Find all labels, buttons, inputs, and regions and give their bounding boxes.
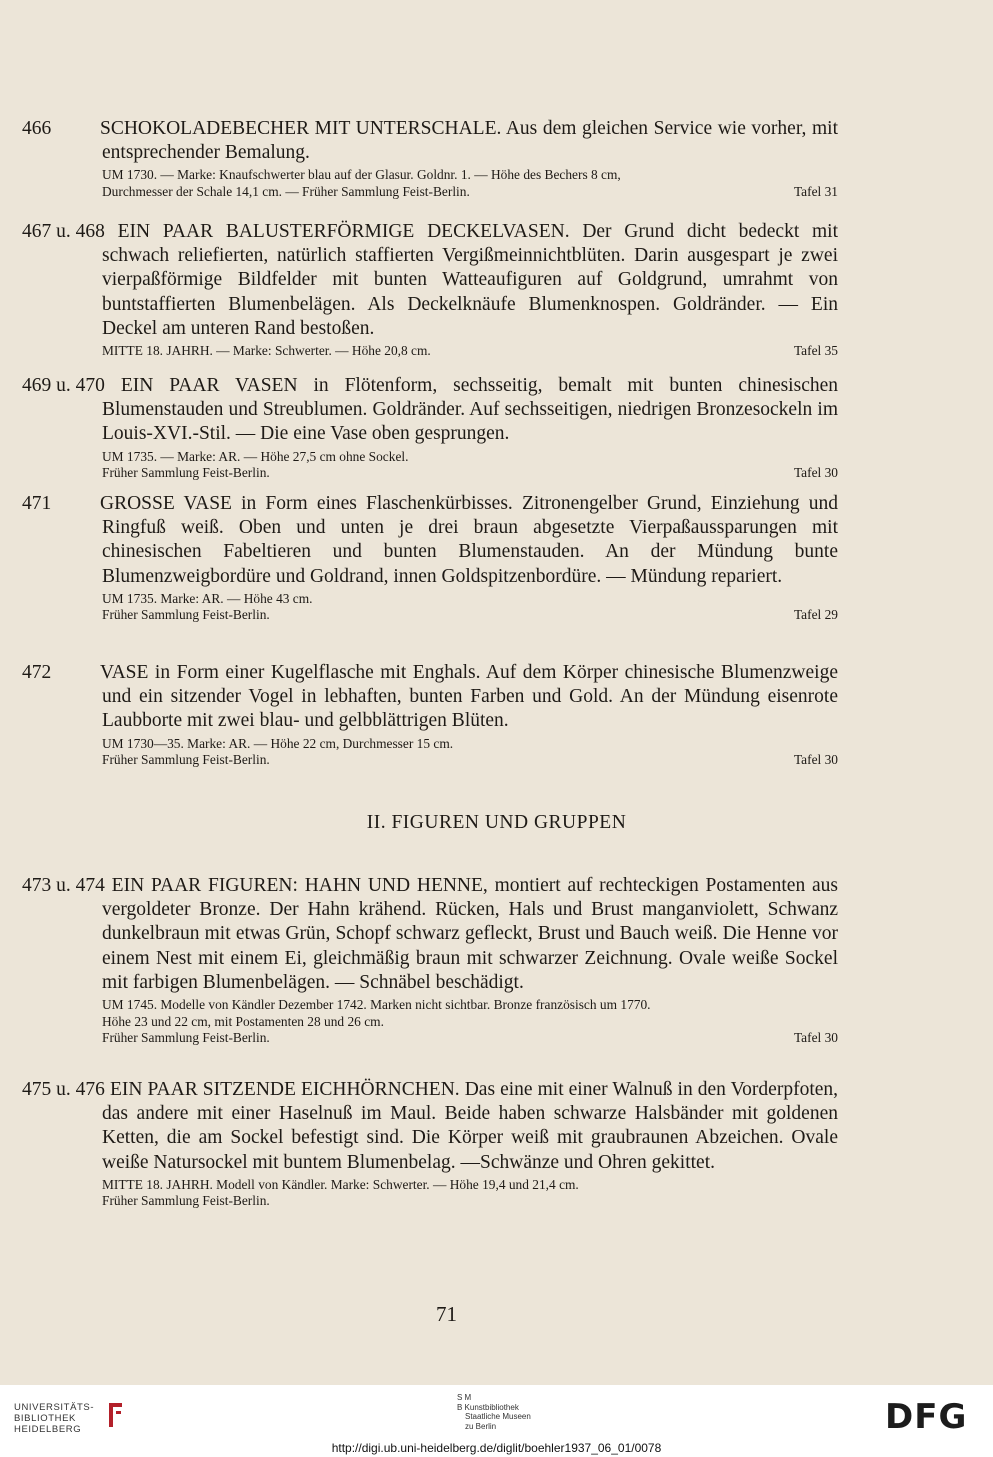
entry-number: 472: [22, 662, 52, 683]
catalog-entry-475-476: [22, 1078, 839, 1210]
catalog-entry-472: [22, 661, 838, 769]
plate-ref: Tafel 30: [793, 752, 838, 768]
plate-ref: Tafel 30: [793, 1030, 838, 1046]
entry-description: SCHOKOLADEBECHER MIT UNTERSCHALE. Aus dem gleichen Service wie vorher, mit entsprechender Bemalung.: [100, 118, 838, 164]
plate-ref: Tafel 29: [793, 607, 838, 623]
entry-number: 473 u. 474: [22, 875, 105, 896]
meta-line: UM 1735. — Marke: AR. — Höhe 27,5 cm ohne Sockel.: [102, 448, 409, 464]
meta-line: Früher Sammlung Feist-Berlin.: [102, 752, 270, 768]
entry-meta: [62, 997, 838, 1047]
entry-description: EIN PAAR FIGUREN: HAHN UND HENNE, montiert auf rechteckigen Postamenten aus vergoldeter Bronze. Der Hahn krähend. Rücken, Hals und Brust manganviolett, Schwanz dunkelbraun mit etwas Grün, Schopf schwarz gefleckt, Brust und Bauch weiß. Die Henne vor einem Nest mit einem Ei, gleichmäßig braun mit schwarzer Zeichnung. Ovale weiße Sockel mit farbigen Blumenbelägen. — Schnäbel beschädigt.: [102, 875, 838, 993]
plate-ref: Tafel 35: [793, 343, 838, 359]
meta-line: Früher Sammlung Feist-Berlin.: [102, 1193, 270, 1209]
entry-number: 475 u. 476: [22, 1079, 105, 1100]
entry-description: VASE in Form einer Kugelflasche mit Enghals. Auf dem Körper chinesische Blumenzweige und ein sitzender Vogel in lebhaften, bunten Farben und Gold. An der Mündung eisenrote Laubborte mit zwei blau- und gelbblättrigen Blüten.: [100, 662, 838, 732]
meta-line: UM 1730. — Marke: Knaufschwerter blau auf der Glasur. Goldnr. 1. — Höhe des Bechers 8 cm,: [102, 167, 621, 183]
meta-line: Früher Sammlung Feist-Berlin.: [102, 607, 270, 623]
entry-description: EIN PAAR VASEN in Flötenform, sechsseitig, bemalt mit bunten chinesischen Blumenstauden und Streublumen. Goldränder. Auf sechsseitigen, niedrigen Bronzesockeln im Louis-XVI.-Stil. — Die eine Vase oben gesprungen.: [102, 375, 839, 445]
meta-line: MITTE 18. JAHRH. Modell von Kändler. Marke: Schwerter. — Höhe 19,4 und 21,4 cm.: [102, 1176, 579, 1192]
catalog-entry-467-468: [22, 220, 838, 360]
meta-line: Früher Sammlung Feist-Berlin.: [102, 1030, 270, 1046]
entry-meta: [62, 449, 838, 482]
entry-meta: [62, 1177, 838, 1210]
plate-ref: Tafel 31: [793, 184, 838, 199]
meta-line: UM 1730—35. Marke: AR. — Höhe 22 cm, Durchmesser 15 cm.: [102, 735, 454, 751]
entry-description: EIN PAAR SITZENDE EICHHÖRNCHEN. Das eine mit einer Walnuß in den Vorderpfoten, das andere mit einer Haselnuß im Maul. Beide haben schwarze Halsbänder mit goldenen Ketten, die am Sockel befestigt sind. Die Körper weiß mit graubraunen Abzeichen. Ovale weiße Natursockel mit buntem Blumenbelag. —Schwänze und Ohren gekittet.: [102, 1079, 839, 1173]
dfg-logo[interactable]: DFG: [885, 1397, 968, 1437]
entry-description: EIN PAAR BALUSTERFÖRMIGE DECKELVASEN. Der Grund dicht bedeckt mit schwach reliefierten, natürlich staffierten Vergißmeinnichtblüten. Darin ausgespart je zwei vierpaßförmige Bildfelder mit bunten Watteaufiguren auf Goldgrund, umrahmt von buntstaffierten Blumenbelägen. Als Deckelknäufe Blumenknospen. Goldränder. — Ein Deckel am unteren Rand bestoßen.: [102, 221, 838, 339]
entry-number: 466: [22, 118, 52, 139]
permalink-url[interactable]: http://digi.ub.uni-heidelberg.de/diglit/boehler1937_06_01/0078: [331, 1441, 662, 1455]
entry-number: 467 u. 468: [22, 221, 105, 242]
entry-number: 469 u. 470: [22, 375, 105, 396]
plate-ref: Tafel 30: [793, 465, 838, 481]
catalog-entry-471: [22, 492, 838, 624]
kunstbibliothek-logo[interactable]: S M B Kunstbibliothek Staatliche Museen zu Berlin: [457, 1393, 531, 1431]
section-title: II. FIGUREN UND GRUPPEN: [366, 812, 627, 833]
entry-meta: [62, 343, 838, 360]
catalog-entry-473-474: [22, 874, 838, 1047]
catalog-entry-466: [22, 117, 838, 201]
page-number: 71: [436, 1302, 457, 1326]
meta-line: UM 1745. Modelle von Kändler Dezember 1742. Marken nicht sichtbar. Bronze französisch um 1770.: [102, 997, 651, 1013]
entry-meta: [62, 736, 838, 769]
entry-meta: [62, 591, 838, 624]
entry-meta: [62, 167, 838, 200]
meta-line: UM 1735. Marke: AR. — Höhe 43 cm.: [102, 590, 313, 606]
digitization-footer: [0, 1385, 993, 1457]
meta-line: Früher Sammlung Feist-Berlin.: [102, 465, 270, 481]
entry-number: 471: [22, 493, 52, 514]
catalog-entry-469-470: [22, 374, 839, 482]
university-logo-icon: [104, 1399, 126, 1431]
entry-description: GROSSE VASE in Form eines Flaschenkürbisses. Zitronengelber Grund, Einziehung und Ringfuß weiß. Oben und unten je drei braun abgesetzte Vierpaßaussparungen mit chinesischen Fabeltieren und bunten Blumenstauden. An der Mündung bunte Blumenzweigbordüre und Goldrand, innen Goldspitzenbordüre. — Mündung repariert.: [100, 493, 838, 587]
meta-line: MITTE 18. JAHRH. — Marke: Schwerter. — Höhe 20,8 cm.: [102, 343, 431, 359]
university-library-logo[interactable]: UNIVERSITÄTS- BIBLIOTHEK HEIDELBERG: [14, 1402, 95, 1435]
meta-line: Durchmesser der Schale 14,1 cm. — Früher Sammlung Feist-Berlin.: [102, 184, 470, 199]
meta-line: Höhe 23 und 22 cm, mit Postamenten 28 und 26 cm.: [102, 1013, 384, 1029]
